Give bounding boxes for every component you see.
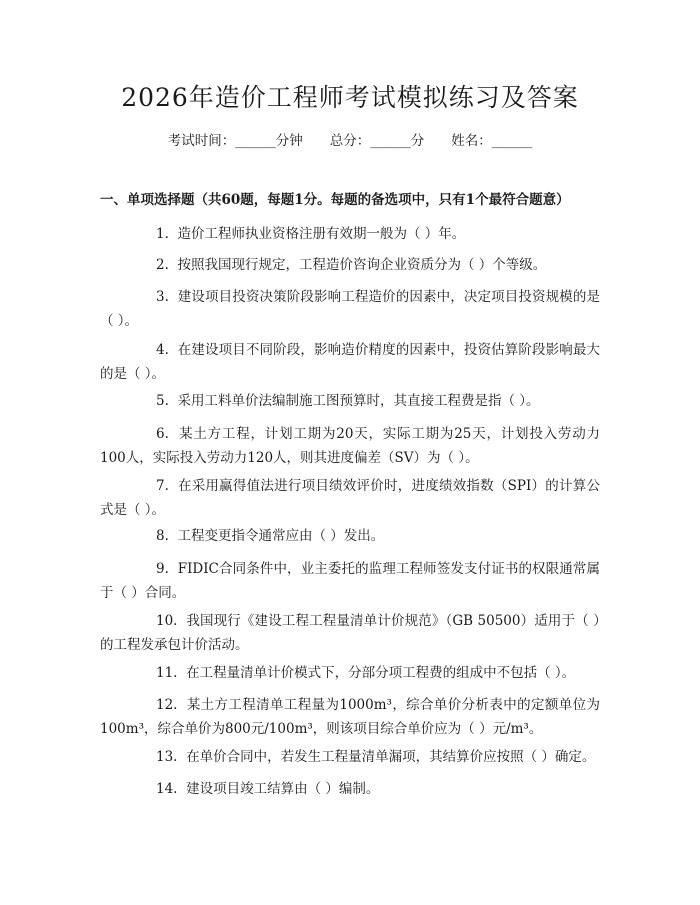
question-item — [100, 474, 600, 522]
question-number: 8. — [156, 528, 169, 544]
section-heading: 一、单项选择题（共60题，每题1分。每题的备选项中，只有1个最符合题意） — [100, 192, 570, 208]
question-text: 造价工程师执业资格注册有效期一般为（ ）年。 — [177, 226, 466, 242]
question-item — [100, 777, 600, 801]
question-item — [100, 338, 600, 386]
question-number: 1. — [156, 226, 169, 242]
question-number: 4. — [156, 342, 169, 358]
question-number: 13. — [156, 749, 178, 765]
question-text: 在单价合同中，若发生工程量清单漏项，其结算价应按照（ ）确定。 — [186, 749, 596, 765]
question-number: 11. — [156, 665, 178, 681]
question-item — [100, 557, 600, 605]
question-text: FIDIC合同条件中，业主委托的监理工程师签发支付证书的权限通常属于（ ）合同。 — [100, 561, 600, 601]
question-text: 工程变更指令通常应由（ ）发出。 — [177, 528, 385, 544]
question-text: 在工程量清单计价模式下，分部分项工程费的组成中不包括（ ）。 — [186, 665, 576, 681]
question-item — [100, 661, 600, 685]
question-text: 某土方工程，计划工期为20天，实际工期为25天，计划投入劳动力100人，实际投入劳动力120人，则其进度偏差（SV）为（ ）。 — [100, 426, 600, 466]
question-item — [100, 422, 600, 470]
question-item — [100, 285, 600, 333]
question-number: 7. — [156, 478, 169, 494]
question-number: 5. — [156, 393, 169, 409]
question-text: 按照我国现行规定，工程造价咨询企业资质分为（ ）个等级。 — [177, 257, 547, 273]
question-item — [100, 693, 600, 741]
question-item — [100, 524, 600, 548]
question-text: 在建设项目不同阶段，影响造价精度的因素中，投资估算阶段影响最大的是（ ）。 — [100, 342, 600, 382]
question-number: 10. — [156, 613, 178, 629]
question-item — [100, 253, 600, 277]
question-item — [100, 222, 600, 246]
question-number: 14. — [156, 781, 178, 797]
question-text: 采用工料单价法编制施工图预算时，其直接工程费是指（ ）。 — [177, 393, 540, 409]
question-number: 12. — [156, 697, 178, 713]
question-number: 9. — [156, 561, 169, 577]
question-text: 在采用赢得值法进行项目绩效评价时，进度绩效指数（SPI）的计算公式是（ ）。 — [100, 478, 600, 518]
question-text: 建设项目竣工结算由（ ）编制。 — [186, 781, 380, 797]
exam-info-line: 考试时间：______分钟 总分：______分 姓名：______ — [167, 133, 533, 149]
question-item — [100, 609, 600, 657]
question-number: 2. — [156, 257, 169, 273]
question-number: 3. — [156, 289, 169, 305]
question-item — [100, 745, 600, 769]
question-text: 我国现行《建设工程工程量清单计价规范》（GB 50500）适用于（ ）的工程发承包计价活动。 — [100, 613, 600, 653]
document-title: 2026年造价工程师考试模拟练习及答案 — [121, 83, 579, 112]
question-item — [100, 389, 600, 413]
question-text: 建设项目投资决策阶段影响工程造价的因素中，决定项目投资规模的是（ ）。 — [100, 289, 600, 329]
question-text: 某土方工程清单工程量为1000m³，综合单价分析表中的定额单位为100m³，综合单价为800元/100m³，则该项目综合单价应为（ ）元/m³。 — [100, 697, 600, 737]
question-number: 6. — [156, 426, 169, 442]
